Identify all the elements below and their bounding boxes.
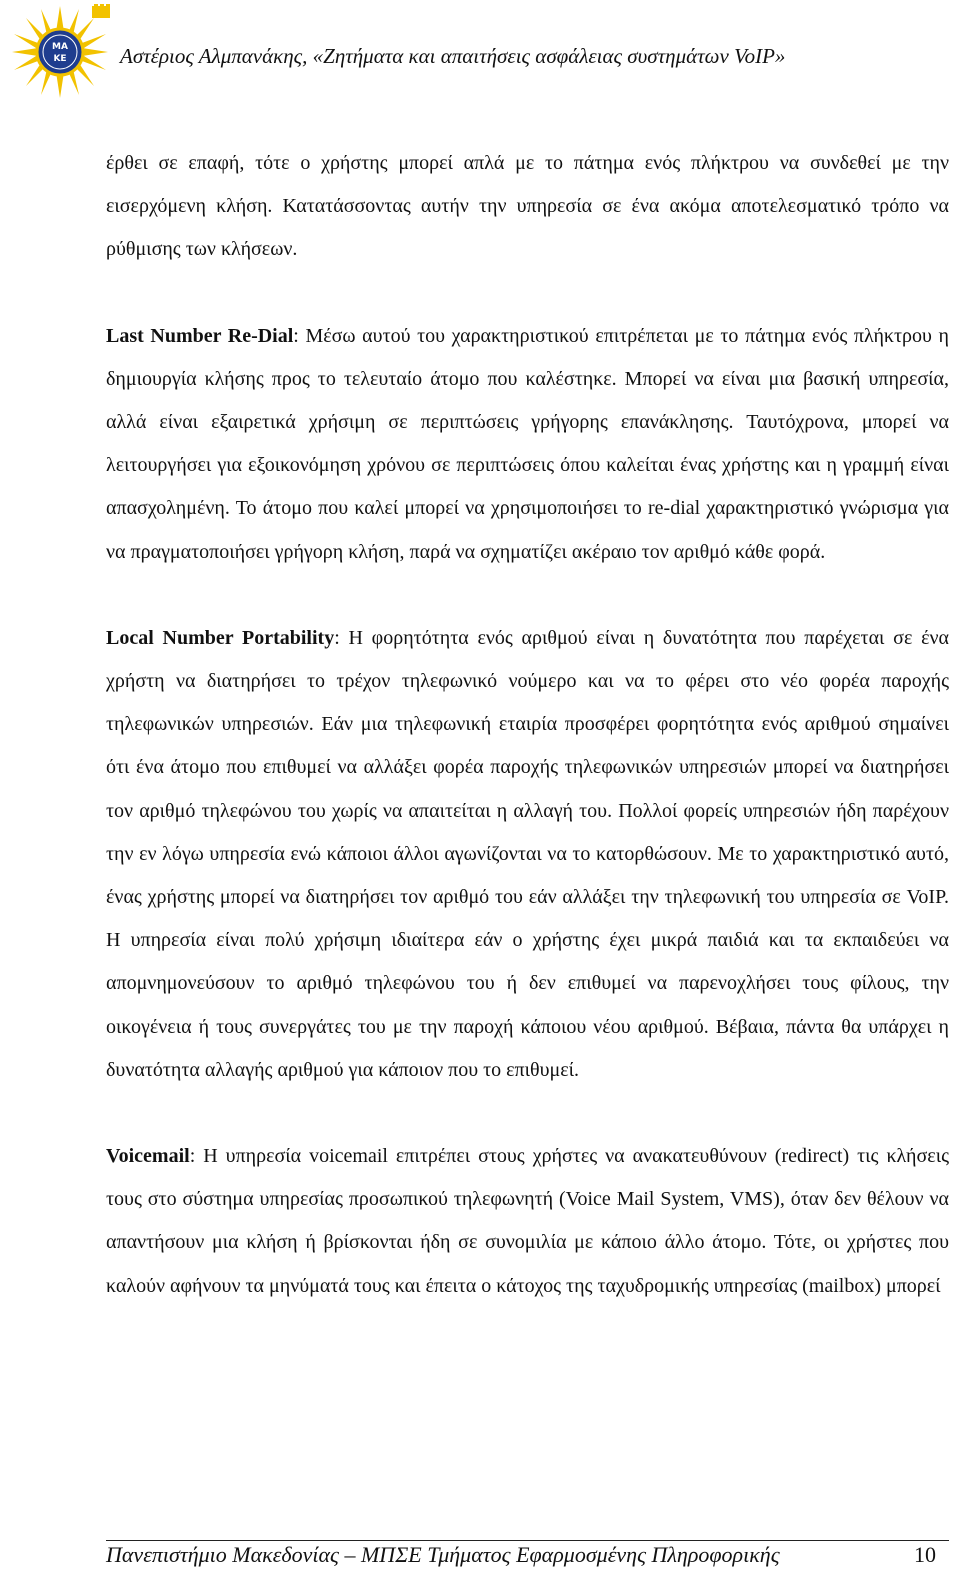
- paragraph-text: : Η υπηρεσία voicemail επιτρέπει στους χρήστες να ανακατευθύνουν (redirect) τις κλήσεις τους στο σύστημα υπηρεσίας προσωπικού τηλεφωνητή (Voice Mail System, VMS), όταν δεν θέλουν να απαντήσουν μια κλήση ή βρίσκονται ήδη σε συνομιλία με κάποιο άλλο άτομο. Τότε, οι χρήστες που καλούν αφήνουν τα μηνύματά τους και έπειτα ο κάτοχος της ταχυδρομικής υπηρεσίας (mailbox) μπορεί: [106, 1145, 949, 1297]
- term-heading: Last Number Re-Dial: [106, 324, 294, 347]
- svg-text:ΜΑ: ΜΑ: [52, 42, 68, 52]
- page-number: 10: [914, 1542, 936, 1567]
- svg-text:ΚΕ: ΚΕ: [53, 54, 67, 64]
- document-body: [106, 142, 949, 1308]
- term-heading: Voicemail: [106, 1145, 190, 1168]
- term-heading: Local Number Portability: [106, 626, 335, 649]
- footer-text: Πανεπιστήμιο Μακεδονίας – ΜΠΣΕ Τμήματος Εφαρμοσμένης Πληροφορικής: [106, 1542, 780, 1567]
- paragraph-text: : Η φορητότητα ενός αριθμού είναι η δυνατότητα που παρέχεται σε ένα χρήστη να διατηρήσει το τρέχον τηλεφωνικό νούμερο και να το φέρει στο νέο φορέα παροχής τηλεφωνικών υπηρεσιών. Εάν μια τηλεφωνική εταιρία προσφέρει φορητότητα ενός αριθμού σημαίνει ότι ένα άτομο που επιθυμεί να αλλάξει φορέα παροχής τηλεφωνικών υπηρεσιών μπορεί να διατηρήσει τον αριθμό τηλεφώνου του χωρίς να απαιτείται η αλλαγή του. Πολλοί φορείς υπηρεσιών ήδη παρέχουν την εν λόγω υπηρεσία ενώ κάποιοι άλλοι αγωνίζονται να το κατορθώσουν. Με το χαρακτηριστικό αυτό, ένας χρήστης μπορεί να διατηρήσει τον αριθμό του εάν αλλάξει την τηλεφωνική του υπηρεσία σε VoIP. Η υπηρεσία είναι πολύ χρήσιμη ιδιαίτερα εάν ο χρήστης έχει μικρά παιδιά και τα εκπαιδεύει να απομνημονεύσουν το αριθμό τηλεφώνου του ή δεν επιθυμεί να παρενοχλήσει τους φίλους, την οικογένεια ή τους συνεργάτες του με την παροχή κάποιου νέου αριθμού. Βέβαια, πάντα θα υπάρχει η δυνατότητα αλλαγής αριθμού για κάποιον που το επιθυμεί.: [106, 626, 949, 1081]
- paragraph-continuation: [106, 142, 949, 272]
- university-logo: [8, 4, 112, 100]
- paragraph-local-number-portability: [106, 617, 949, 1092]
- paragraph-last-number-redial: [106, 315, 949, 574]
- header-title: Αστέριος Αλμπανάκης, «Ζητήματα και απαιτήσεις ασφάλειας συστημάτων VoIP»: [120, 44, 786, 68]
- paragraph-text: έρθει σε επαφή, τότε ο χρήστης μπορεί απλά με το πάτημα ενός πλήκτρου να συνδεθεί με την εισερχόμενη κλήση. Κατατάσσοντας αυτήν την υπηρεσία σε ένα ακόμα αποτελεσματικό τρόπο να ρύθμισης των κλήσεων.: [106, 152, 949, 261]
- paragraph-voicemail: [106, 1135, 949, 1308]
- paragraph-text: : Μέσω αυτού του χαρακτηριστικού επιτρέπεται με το πάτημα ενός πλήκτρου η δημιουργία κλήσης προς το τελευταίο άτομο που καλέστηκε. Μπορεί να είναι μια βασική υπηρεσία, αλλά είναι εξαιρετικά χρήσιμη σε περιπτώσεις γρήγορης επανάκλησης. Ταυτόχρονα, μπορεί να λειτουργήσει για εξοικονόμηση χρόνου σε περιπτώσεις όπου καλείται ένας χρήστης και η γραμμή είναι απασχολημένη. Το άτομο που καλεί μπορεί να χρησιμοποιήσει το re-dial χαρακτηριστικό γνώρισμα για να πραγματοποιήσει γρήγορη κλήση, παρά να σχηματίζει ακέραιο τον αριθμό κάθε φορά.: [106, 324, 949, 563]
